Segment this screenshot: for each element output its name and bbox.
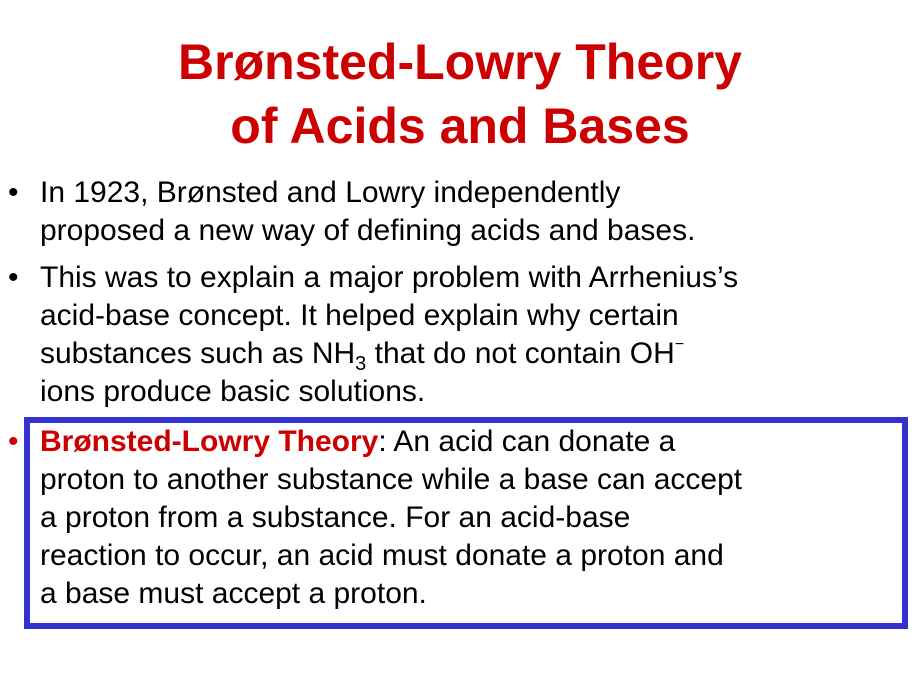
bullet-line: a proton from a substance. For an acid-base <box>40 501 631 534</box>
title-line-1: Brønsted-Lowry Theory <box>178 34 742 90</box>
slide-title <box>0 30 920 158</box>
definition-text: : An acid can donate a <box>378 425 676 458</box>
bullet-text <box>40 259 900 411</box>
theory-term: Brønsted-Lowry Theory <box>40 425 379 458</box>
bullet-line: acid-base concept. It helped explain why certain <box>40 299 679 332</box>
bullet-line: proton to another substance while a base can accept <box>40 463 743 496</box>
bullet-text <box>40 174 900 250</box>
bullet-marker: • <box>8 425 19 458</box>
bullet-line: reaction to occur, an acid must donate a proton and <box>40 539 724 572</box>
formula-text: substances such as NH <box>40 337 356 370</box>
bullet-text <box>40 423 900 613</box>
superscript: − <box>674 336 685 353</box>
bullet-line: ions produce basic solutions. <box>40 375 426 408</box>
subscript: 3 <box>355 353 367 375</box>
bullet-line: This was to explain a major problem with Arrhenius’s <box>40 261 739 294</box>
bullet-marker: • <box>8 261 19 294</box>
title-line-2: of Acids and Bases <box>230 98 690 154</box>
bullet-line <box>40 423 900 461</box>
bullet-line: proposed a new way of defining acids and bases. <box>40 214 696 247</box>
bullet-line-formula <box>40 335 900 373</box>
bullet-line: a base must accept a proton. <box>40 577 427 610</box>
bullet-marker: • <box>8 176 19 209</box>
formula-text: that do not contain OH <box>366 337 675 370</box>
bullet-line: In 1923, Brønsted and Lowry independently <box>40 176 621 209</box>
